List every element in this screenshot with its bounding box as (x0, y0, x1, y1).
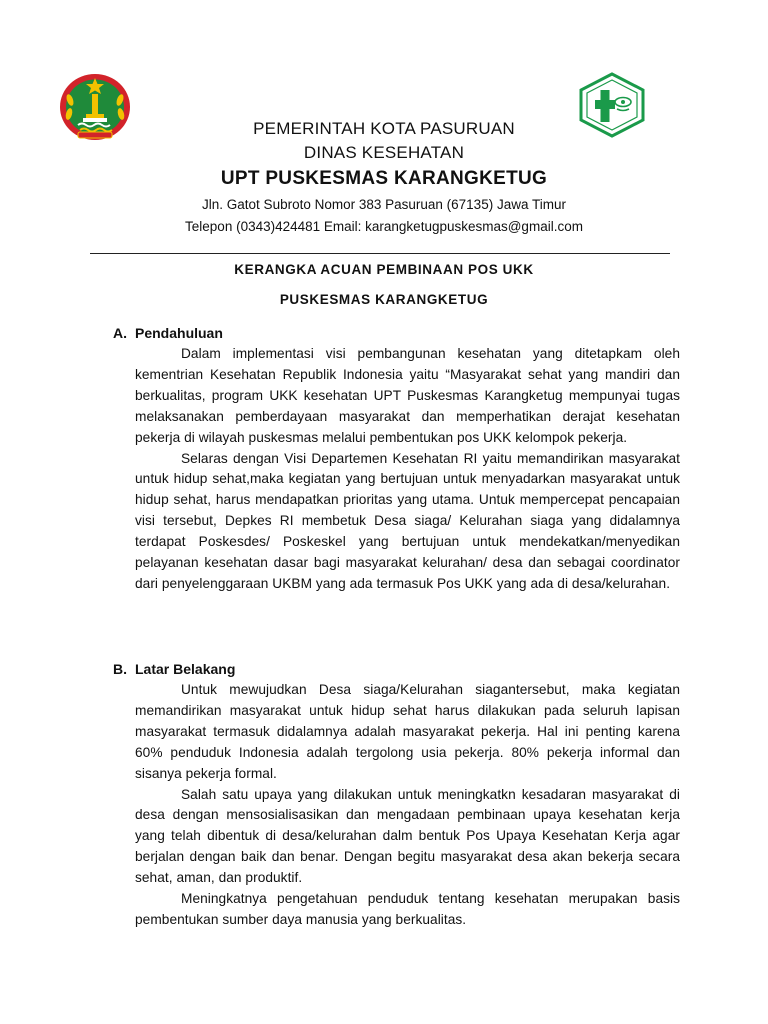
document-title: KERANGKA ACUAN PEMBINAAN POS UKK (234, 262, 534, 277)
section-heading (113, 658, 680, 680)
section-label: B. (113, 661, 127, 677)
paragraph: Salah satu upaya yang dilakukan untuk meningkatkn kesadaran masyarakat di desa dengan mensosialisasikan dan mengadaan pembinaan upaya kesehatan kerja yang telah dibentuk di desa/kelurahan dalm bentuk Pos Upaya Kesehatan Kerja agar berjalan dengan baik dan benar. Dengan begitu masyarakat desa akan bekerja secara sehat, aman, dan produktif. (135, 786, 680, 886)
section-body (135, 680, 680, 931)
institution-name: UPT PUSKESMAS KARANGKETUG (220, 168, 548, 189)
paragraph: Selaras dengan Visi Departemen Kesehatan RI yaitu memandirikan masyarakat untuk hidup sehat,maka kegiatan yang bertujuan untuk menyadarkan masyarakat untuk hidup sehat, harus mendapatkan prioritas yang utama. Untuk mempercepat pencapaian visi tersebut, Depkes RI membetuk Desa siaga/ Kelurahan siaga yang didalamnya terdapat Poskesdes/ Poskeskel yang bertujuan untuk mendekatkan/menyedikan pelayanan kesehatan dasar bagi masyarakat kelurahan/ desa dan sebagai coordinator dari penyelenggaraan UKBM yang ada termasuk Pos UKK yang ada di desa/kelurahan. (135, 450, 680, 591)
section-title: Latar Belakang (135, 661, 236, 677)
department-name: DINAS KESEHATAN (303, 143, 465, 162)
letterhead-divider (90, 253, 670, 254)
paragraph: Meningkatnya pengetahuan penduduk tentang kesehatan merupakan basis pembentukan sumber daya manusia yang berkualitas. (135, 891, 680, 927)
section-body (135, 344, 680, 595)
section-label: A. (113, 325, 127, 341)
paragraph: Dalam implementasi visi pembangunan kesehatan yang ditetapkam oleh kementrian Kesehatan Republik Indonesia yaitu “Masyarakat sehat yang mandiri dan berkualitas, program UKK kesehatan UPT Puskesmas Karangketug mempunyai tugas melaksanakan pemberdayaan masyarakat dan memperhatikan derajat kesehatan pekerja di wilayah puskesmas melalui pembentukan pos UKK kelompok pekerja. (135, 346, 680, 445)
document-subtitle: PUSKESMAS KARANGKETUG (279, 292, 489, 307)
paragraph: Untuk mewujudkan Desa siaga/Kelurahan siagantersebut, maka kegiatan memandirikan masyarakat untuk hidup sehat harus dilakukan pada seluruh lapisan masyarakat termasuk didalamnya adalah masyarakat pekerja. Hal ini penting karena 60% penduduk Indonesia adalah tergolong usia pekerja. 80% pekerja informal dan sisanya pekerja formal. (135, 682, 680, 781)
section-heading (113, 322, 680, 344)
institution-address: Jln. Gatot Subroto Nomor 383 Pasuruan (67135) Jawa Timur (202, 197, 566, 212)
government-name: PEMERINTAH KOTA PASURUAN (253, 119, 515, 138)
section-title: Pendahuluan (135, 325, 223, 341)
institution-contact: Telepon (0343)424481 Email: karangketugpuskesmas@gmail.com (185, 219, 583, 234)
section-pendahuluan (113, 322, 680, 595)
section-latar-belakang (113, 658, 680, 931)
